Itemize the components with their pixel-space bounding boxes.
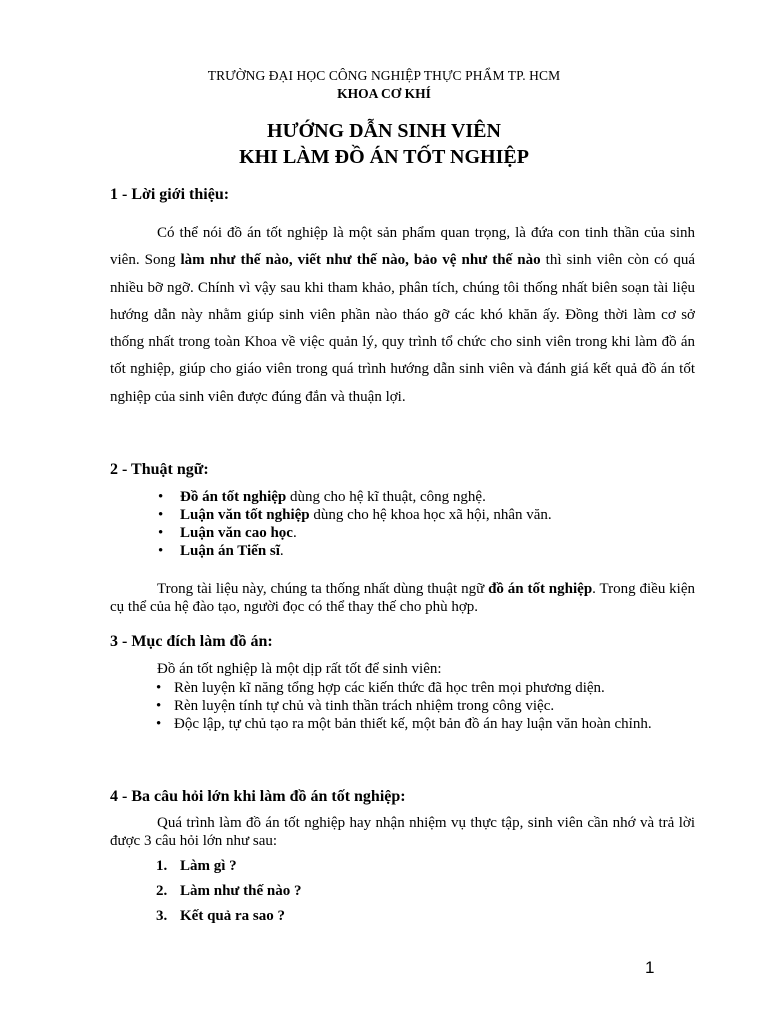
section-1-text-b: thì sinh viên còn có quá nhiều bỡ ngỡ. Chính vì vậy sau khi tham khảo, phân tích, chúng tôi thống nhất biên soạn tài liệu hướng dẫn này nhằm giúp sinh viên phần nào tháo gỡ các khó khăn ấy. Đồng thời làm cơ sở thống nhất trong toàn Khoa về việc quản lý, quy trình tổ chức cho sinh viên trong khi làm đồ án tốt nghiệp, giúp cho giáo viên trong quá trình hướng dẫn sinh viên và đánh giá kết quả đồ án tốt nghiệp của sinh viên được đúng đắn và thuận lợi. — [110, 252, 696, 405]
term-name: Luận án Tiến sĩ — [180, 543, 280, 559]
section-1-heading: 1 - Lời giới thiệu: — [110, 186, 230, 203]
bullet-icon: • — [156, 716, 162, 732]
list-item — [156, 679, 695, 697]
bullet-icon: • — [156, 698, 162, 714]
term-desc: dùng cho hệ kĩ thuật, công nghệ. — [286, 489, 486, 505]
section-2-text-bold: đồ án tốt nghiệp — [488, 581, 593, 597]
section-4-heading: 4 - Ba câu hỏi lớn khi làm đồ án tốt nghiệp: — [110, 788, 406, 805]
list-item — [158, 524, 695, 542]
section-4-paragraph: Quá trình làm đồ án tốt nghiệp hay nhận nhiệm vụ thực tập, sinh viên cần nhớ và trả lời được 3 câu hỏi lớn như sau: — [110, 815, 695, 849]
list-number: 1. — [156, 858, 168, 874]
section-2-text-a: Trong tài liệu này, chúng ta thống nhất dùng thuật ngữ — [157, 581, 489, 597]
list-item — [158, 506, 695, 524]
list-number: 3. — [156, 908, 168, 924]
list-item — [156, 697, 695, 715]
question-text: Kết quả ra sao ? — [180, 908, 285, 924]
bullet-icon: • — [156, 680, 162, 696]
term-desc: dùng cho hệ khoa học xã hội, nhân văn. — [309, 507, 552, 523]
section-1-text-bold: làm như thế nào, viết như thế nào, bảo vệ như thế nào — [180, 252, 541, 269]
list-item — [156, 715, 695, 733]
section-2-heading: 2 - Thuật ngữ: — [110, 461, 209, 478]
section-2-text-b: . Trong điều kiện cụ thể của hệ đào tạo, người đọc có thể thay thế cho phù hợp. — [110, 581, 695, 615]
purpose-text: Độc lập, tự chủ tạo ra một bản thiết kế, một bản đồ án hay luận văn hoàn chỉnh. — [174, 716, 652, 732]
section-3-intro: Đồ án tốt nghiệp là một dịp rất tốt để sinh viên: — [157, 661, 442, 677]
purpose-list — [156, 679, 695, 733]
page-number: 1 — [645, 958, 655, 977]
purpose-text: Rèn luyện tính tự chủ và tinh thần trách nhiệm trong công việc. — [174, 698, 555, 714]
section-1-text-a: Có thể nói đồ án tốt nghiệp là một sản phẩm quan trọng, là đứa con tinh thần của sinh viên. Song — [110, 225, 695, 269]
bullet-icon: • — [158, 543, 164, 559]
list-item — [158, 542, 695, 560]
list-item — [158, 488, 695, 506]
bullet-icon: • — [158, 507, 164, 523]
section-3-heading: 3 - Mục đích làm đồ án: — [110, 633, 273, 650]
document-title-line-2: KHI LÀM ĐỒ ÁN TỐT NGHIỆP — [239, 146, 529, 168]
list-item — [156, 879, 302, 904]
bullet-icon: • — [158, 525, 164, 541]
purpose-text: Rèn luyện kĩ năng tổng hợp các kiến thức đã học trên mọi phương diện. — [174, 680, 605, 696]
question-text: Làm như thế nào ? — [180, 883, 302, 899]
question-text: Làm gì ? — [180, 858, 237, 874]
term-name: Luận văn tốt nghiệp — [180, 507, 310, 523]
list-number: 2. — [156, 883, 168, 899]
bullet-icon: • — [158, 489, 164, 505]
term-name: Đồ án tốt nghiệp — [180, 489, 287, 505]
questions-list — [156, 854, 302, 929]
list-item — [156, 904, 302, 929]
section-1-paragraph — [110, 220, 695, 411]
faculty-name: KHOA CƠ KHÍ — [337, 86, 431, 101]
document-title-line-1: HƯỚNG DẪN SINH VIÊN — [267, 120, 501, 142]
term-name: Luận văn cao học — [180, 525, 293, 541]
term-desc: . — [279, 543, 284, 559]
school-name: TRƯỜNG ĐẠI HỌC CÔNG NGHIỆP THỰC PHẨM TP. HCM — [207, 68, 561, 83]
term-desc: . — [292, 525, 297, 541]
terminology-list — [158, 488, 695, 560]
section-2-paragraph — [110, 580, 695, 616]
list-item — [156, 854, 302, 879]
